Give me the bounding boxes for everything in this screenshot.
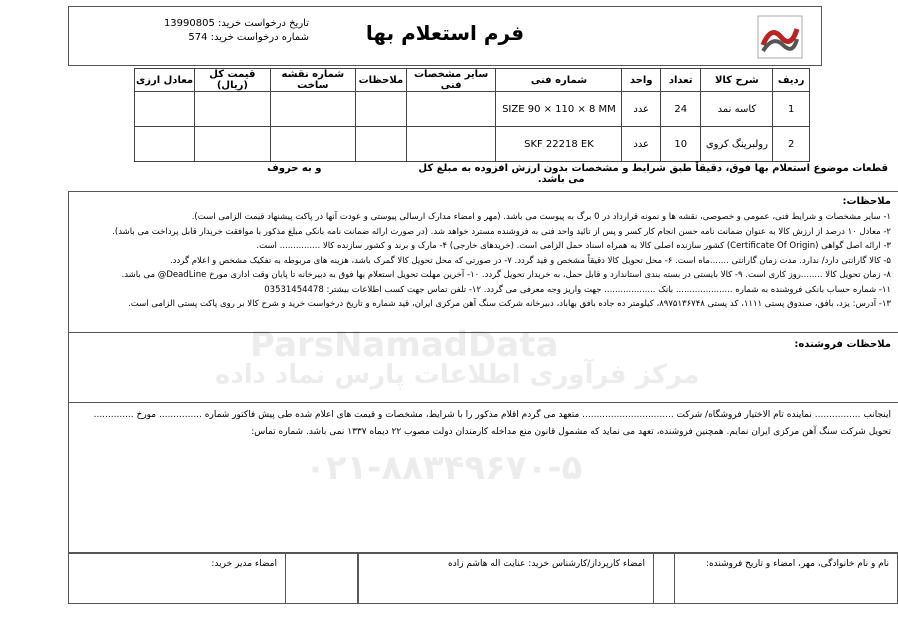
col-qty: تعداد: [660, 69, 700, 92]
seller-signature-label: نام و نام خانوادگی، مهر، امضاء و تاریخ فروشنده:: [705, 559, 889, 569]
cell-unit: عدد: [622, 92, 661, 127]
col-desc: شرح کالا: [701, 69, 773, 92]
cell-remarks: [355, 127, 406, 162]
cell-total-price: [195, 92, 271, 127]
table-row: [135, 92, 810, 127]
seller-notes-section: [68, 332, 898, 404]
page-title: فرم استعلام بها: [365, 21, 525, 45]
declaration-words: و به حروف: [267, 163, 322, 174]
table-row: [135, 127, 810, 162]
items-table-wrap: [134, 68, 810, 162]
seller-signature-cell: [674, 552, 898, 604]
list-item: ۸- زمان تحویل کالا ........روز کاری است. ۹- کالا بایستی در بسته بندی استاندارد و قابل حمل، به خریدار تحویل گردد. ۱۰- آخرین مهلت تحویل استعلام بها فوق به دبیرخانه تا پایان وقت اداری مورخ DeadLine@ می باشد.: [121, 270, 891, 280]
col-unit: واحد: [622, 69, 661, 92]
declaration-main: قطعات موضوع استعلام بها فوق، دقیقاً طبق شرایط و مشخصات بدون ارزش افزوده به مبلغ کل: [418, 163, 888, 174]
col-total-price: قیمت کل (ریال): [195, 69, 271, 92]
col-remarks: ملاحظات: [355, 69, 406, 92]
cell-tech: SKF 22218 EK: [496, 127, 622, 162]
col-row: ردیف: [773, 69, 810, 92]
pledge-line-2: تحویل شرکت سنگ آهن مرکزی ایران نمایم. همچنین فروشنده، تعهد می نماید که مشمول قانون منع مداخله کارمندان دولت مصوب ۲۲ دیماه ۱۳۳۷ نمی باشد. شماره تماس:: [251, 427, 891, 437]
signature-gap: [286, 552, 358, 604]
cell-drawing: [270, 92, 355, 127]
cell-unit: عدد: [622, 127, 661, 162]
table-header-row: [135, 69, 810, 92]
cell-row: 1: [773, 92, 810, 127]
pledge-text: [71, 407, 891, 441]
request-number: 574: [188, 32, 208, 43]
cell-qty: 24: [660, 92, 700, 127]
items-table: [134, 68, 810, 162]
cell-other-specs: [406, 127, 496, 162]
manager-signature-cell: [68, 552, 286, 604]
list-item: ۱۱- شماره حساب بانکی فروشنده به شماره ..................... بانک ................... جهت واریز وجه معرفی می گردد. ۱۲- تلفن تماس جهت کسب اطلاعات بیشتر: 03531454478: [264, 284, 891, 295]
col-tech: شماره فنی: [496, 69, 622, 92]
request-meta: [79, 17, 309, 45]
request-date: 13990805: [163, 18, 215, 29]
cell-desc: رولبرینگ کروی: [701, 127, 773, 162]
cell-total-price: [195, 127, 271, 162]
list-item: ۲- معادل ۱۰ درصد از ارزش کالا به عنوان ضمانت نامه حسن انجام کار کسر و پس از تائید واحد فنی به فروشنده مسترد خواهد شد. (در صورت ارائه ضمانت نامه بانکی مبلغ مذکور با موافقت خریدار قابل پرداخت می باشد).: [112, 226, 891, 237]
buyer-expert-label: امضاء کارپرداز/کارشناس خرید:: [528, 559, 645, 569]
col-drawing: شماره نقشه ساخت: [270, 69, 355, 92]
request-date-label: تاریخ درخواست خرید:: [218, 18, 309, 29]
notes-section: [68, 191, 898, 334]
signature-row: [68, 552, 898, 618]
buyer-expert-signature-cell: [358, 552, 654, 604]
declaration-end: می باشد.: [537, 174, 585, 185]
notes-list: [71, 210, 891, 312]
cell-remarks: [355, 92, 406, 127]
price-declaration: [80, 163, 888, 185]
col-currency: معادل ارزی: [135, 69, 195, 92]
col-other-specs: سایر مشخصات فنی: [406, 69, 496, 92]
cell-currency: [135, 127, 195, 162]
signature-spacer: [654, 552, 674, 604]
cell-qty: 10: [660, 127, 700, 162]
request-number-label: شماره درخواست خرید:: [210, 32, 309, 43]
list-item: ۵- کالا گارانتی دارد/ ندارد. مدت زمان گارانتی .......ماه است. ۶- محل تحویل کالا دقیقاً مشخص و قید گردد. ۷- در صورتی که محل تحویل کالا گمرک باشد، هزینه های مربوطه به تفکیک مشخص و اعلام گردد.: [169, 255, 891, 266]
seller-notes-title: ملاحظات فروشنده:: [794, 339, 891, 350]
cell-desc: کاسه نمد: [701, 92, 773, 127]
pledge-section: [68, 402, 898, 554]
list-item: ۱۳- آدرس: یزد، بافق، صندوق پستی ۱۱۱۱، کد پستی ۸۹۷۵۱۳۶۷۴۸، کیلومتر ده جاده بافق بهاباد، دبیرخانه شرکت سنگ آهن مرکزی ایران، قید شماره و تاریخ درخواست خرید و شرح کالا بر روی پاکت پستی الزامی است.: [128, 299, 891, 309]
list-item: ۳- ارائه اصل گواهی (Certificate Of Origin) کشور سازنده اصلی کالا به همراه اسناد حمل الزامی است. (خریدهای خارجی) ۴- مارک و برند و کشور سازنده کالا ............... است.: [256, 241, 891, 251]
list-item: ۱- سایر مشخصات و شرایط فنی، عمومی و خصوصی، نقشه ها و نمونه قرارداد در 0 برگ به پیوست می باشد. (مهر و امضاء مدارک ارسالی پیوستی و عودت آنها در پاکت پیشنهاد قیمت الزامی است).: [191, 212, 891, 222]
notes-title: ملاحظات:: [842, 196, 891, 207]
cell-tech: SIZE 90 × 110 × 8 MM: [496, 92, 622, 127]
manager-signature-label: امضاء مدیر خرید:: [211, 559, 277, 569]
form-header: [68, 6, 822, 66]
buyer-expert-name: عنایت اله هاشم زاده: [448, 559, 526, 569]
pledge-line-1: اینجانب ................ نماینده تام الاختیار فروشگاه/ شرکت ................................ متعهد می گردم اقلام مذکور را با شرایط، مشخصات و قیمت های اعلام شده طی پیش فاکتور شماره ............... مورخ ..............: [93, 410, 891, 420]
cell-other-specs: [406, 92, 496, 127]
cell-row: 2: [773, 127, 810, 162]
cell-drawing: [270, 127, 355, 162]
cell-currency: [135, 92, 195, 127]
